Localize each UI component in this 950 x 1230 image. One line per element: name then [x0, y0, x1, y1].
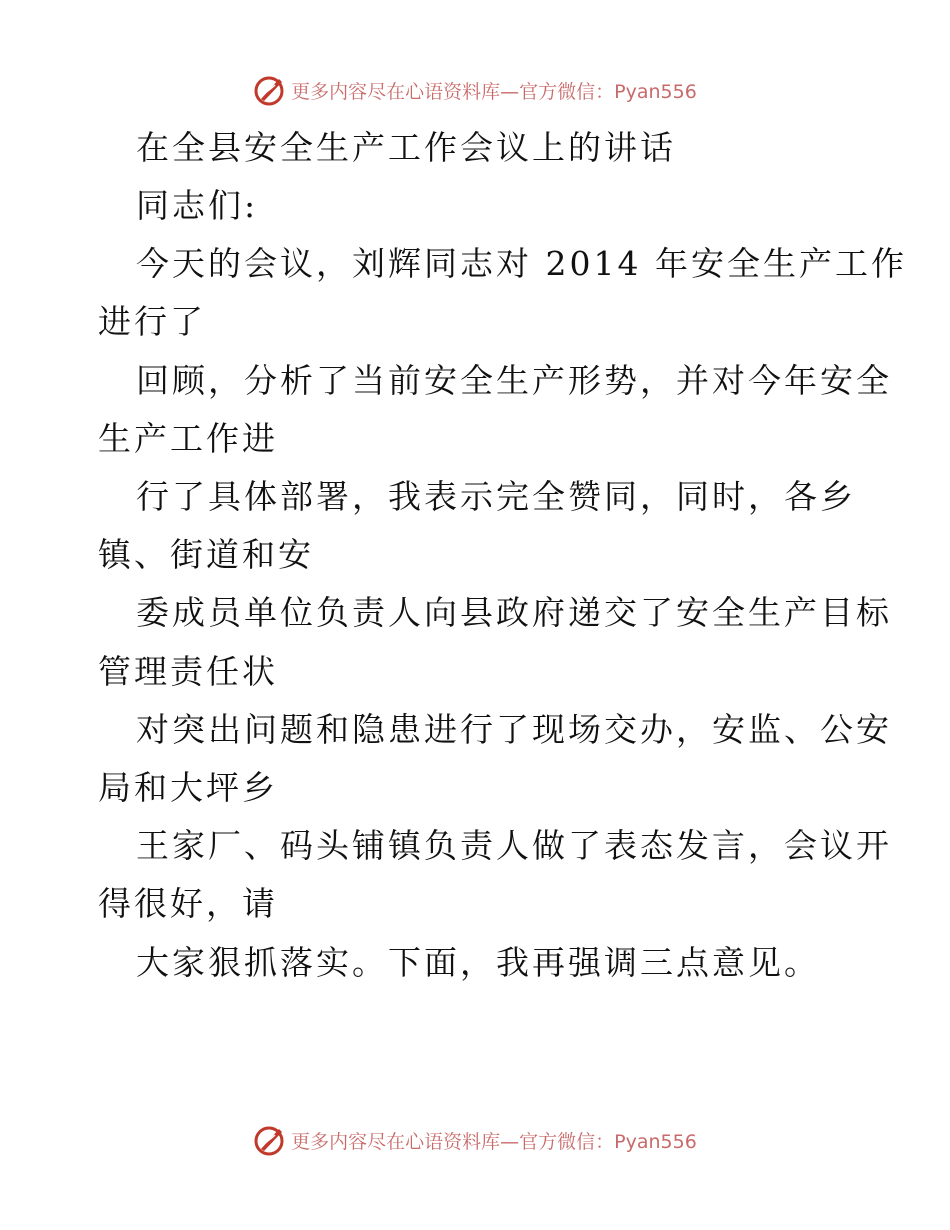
- paragraph-line: 局和大坪乡: [98, 768, 278, 807]
- document-title: 在全县安全生产工作会议上的讲话: [136, 128, 676, 167]
- footer-banner-text: 更多内容尽在心语资料库—官方微信：Pyan556: [291, 1130, 697, 1153]
- header-banner-text: 更多内容尽在心语资料库—官方微信：Pyan556: [291, 80, 697, 103]
- paragraph-line: 生产工作进: [98, 419, 278, 458]
- paragraph-line: 管理责任状: [98, 652, 278, 691]
- paragraph-line: 回顾，分析了当前安全生产形势，并对今年安全: [136, 361, 892, 400]
- footer-watermark-banner: [0, 1120, 950, 1160]
- paragraph-line: 得很好，请: [98, 884, 278, 923]
- quill-pen-circle-icon: [253, 1123, 287, 1157]
- paragraph-line: 镇、街道和安: [98, 535, 314, 574]
- paragraph-line: 委成员单位负责人向县政府递交了安全生产目标: [136, 593, 892, 632]
- paragraph-line: 进行了: [98, 302, 206, 341]
- paragraph-line: 对突出问题和隐患进行了现场交办，安监、公安: [136, 710, 892, 749]
- paragraph-line: 今天的会议，刘辉同志对 2014 年安全生产工作: [136, 244, 907, 283]
- salutation: 同志们:: [136, 186, 259, 225]
- paragraph-line: 王家厂、码头铺镇负责人做了表态发言，会议开: [136, 826, 892, 865]
- paragraph-line: 行了具体部署，我表示完全赞同，同时，各乡: [136, 477, 856, 516]
- paragraph-line: 大家狠抓落实。下面，我再强调三点意见。: [136, 943, 820, 982]
